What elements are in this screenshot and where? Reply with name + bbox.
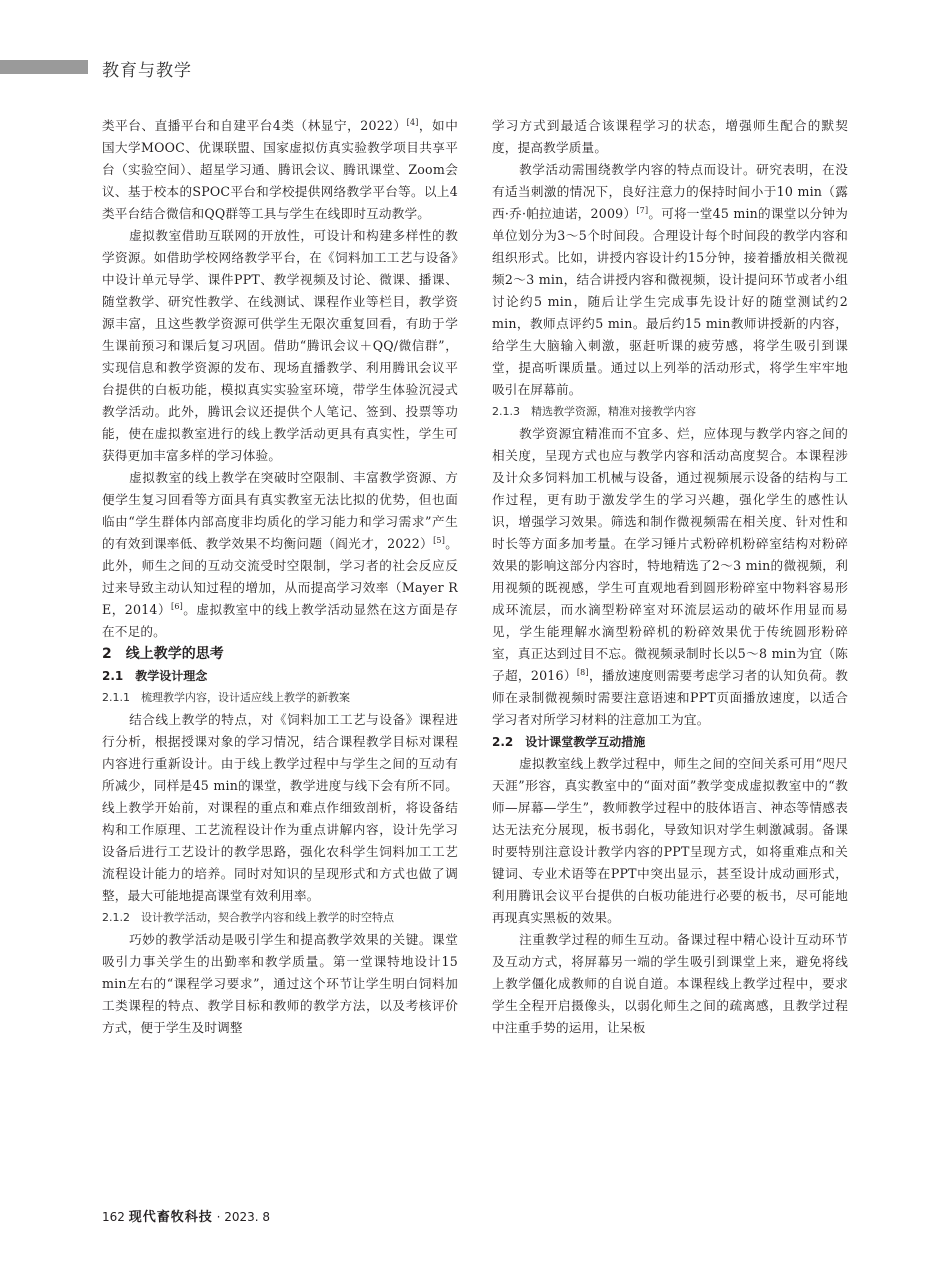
paragraph: 教学活动需围绕教学内容的特点而设计。研究表明，在没有适当刺激的情况下，良好注意力的保持时间小于10 min（露西·乔·帕拉迪诺，2009）[7]。可将一堂45 min的课堂以分钟为单位划分为3～5个时间段。合理设计每个时间段的教学内容和组织形式。比如，讲授内容设计约15分钟，接着播放相关微视频2～3 min，结合讲授内容和微视频，设计提问环节或者小组讨论约5 min，随后让学生完成事先设计好的随堂测试约2 min，教师点评约5 min。最后约15 min教师讲授新的内容，给学生大脑输入刺激，驱赶听课的疲劳感，将学生吸引到课堂，提高听课质量。通过以上列举的活动形式，将学生牢牢地吸引在屏幕前。 <box>492 162 849 397</box>
left-column <box>102 115 458 1039</box>
paragraph: 结合线上教学的特点，对《饲料加工工艺与设备》课程进行分析，根据授课对象的学习情况，结合课程教学目标对课程内容进行重新设计。由于线上教学过程中与学生之间的互动有所减少，同样是45 min的课堂，教学进度与线下会有所不同。线上教学开始前，对课程的重点和难点作细致剖析，将设备结构和工作原理、工艺流程设计作为重点讲解内容，设计先学习设备后进行工艺设计的教学思路，强化农科学生饲料加工工艺流程设计能力的培养。同时对知识的呈现形式和方式也做了调整，最大可能地提高课堂有效利用率。 <box>102 712 458 903</box>
paragraph: 虚拟教室借助互联网的开放性，可设计和构建多样性的教学资源。如借助学校网络教学平台，在《饲料加工工艺与设备》中设计单元导学、课件PPT、教学视频及讨论、微课、播课、随堂教学、研究性教学、在线测试、课程作业等栏目，教学资源丰富，且这些教学资源可供学生无限次重复回看，有助于学生课前预习和课后复习巩固。借助“腾讯会议＋QQ/微信群”，实现信息和教学资源的发布、现场直播教学、利用腾讯会议平台提供的白板功能，模拟真实实验室环境，带学生体验沉浸式教学活动。此外，腾讯会议还提供个人笔记、签到、投票等功能，使在虚拟教室进行的线上教学活动更具有真实性，学生可获得更加丰富多样的学习体验。 <box>102 228 458 463</box>
citation-ref[interactable]: [5] <box>433 535 446 545</box>
subsection-heading: 2.2 设计课堂教学互动措施 <box>492 735 646 749</box>
paragraph: 虚拟教室的线上教学在突破时空限制、丰富教学资源、方便学生复习回看等方面具有真实教室无法比拟的优势，但也面临由“学生群体内部高度非均质化的学习能力和学习需求”产生的有效到课率低、教学效果不均衡问题（阎光才，2022）[5]。此外，师生之间的互动交流受时空限制，学习者的社会反应反过来导致主动认知过程的增加，从而提高学习效率（Mayer R E，2014）[6]。虚拟教室中的线上教学活动显然在这方面是存在不足的。 <box>102 470 459 639</box>
journal-name: 现代畜牧科技 <box>128 1210 213 1225</box>
subsection-heading: 2.1 教学设计理念 <box>102 669 208 683</box>
issue-date: · 2023. 8 <box>216 1210 271 1224</box>
page-footer <box>102 1206 270 1225</box>
paragraph: 巧妙的教学活动是吸引学生和提高教学效果的关键。课堂吸引力事关学生的出勤率和教学质量。第一堂课特地设计15 min左右的“课程学习要求”，通过这个环节让学生明白饲料加工类课程的特点、教学目标和教师的教学方法，以及考核评价方式，便于学生及时调整 <box>102 932 458 1035</box>
section-heading: 2 线上教学的思考 <box>102 646 224 662</box>
paragraph: 类平台、直播平台和自建平台4类（林显宁，2022）[4]，如中国大学MOOC、优课联盟、国家虚拟仿真实验教学项目共享平台（实验空间）、超星学习通、腾讯会议、腾讯课堂、Zoom会议、基于校本的SPOC平台和学校提供网络教学平台等。以上4类平台结合微信和QQ群等工具与学生在线即时互动教学。 <box>102 117 458 221</box>
paragraph: 虚拟教室线上教学过程中，师生之间的空间关系可用“咫尺天涯”形容，真实教室中的“面对面”教学变成虚拟教室中的“教师—屏幕—学生”，教师教学过程中的肢体语言、神态等情感表达无法充分展现，板书弱化，导致知识对学生刺激减弱。备课时要特别注意设计教学内容的PPT呈现方式，如将重难点和关键词、专业术语等在PPT中突出显示，甚至设计成动画形式，利用腾讯会议平台提供的白板功能进行必要的板书，尽可能地再现真实黑板的效果。 <box>492 756 848 925</box>
citation-ref[interactable]: [8] <box>576 667 589 677</box>
section-label: 教育与教学 <box>102 61 192 81</box>
citation-ref[interactable]: [6] <box>171 601 183 611</box>
subsubsection-heading: 2.1.2 设计教学活动，契合教学内容和线上教学的时空特点 <box>102 911 394 924</box>
citation-ref[interactable]: [7] <box>636 205 649 215</box>
citation-ref[interactable]: [4] <box>406 117 419 127</box>
paragraph: 学习方式到最适合该课程学习的状态，增强师生配合的默契度，提高教学质量。 <box>492 118 848 155</box>
paragraph: 教学资源宜精准而不宜多、烂，应体现与教学内容之间的相关度，呈现方式也应与教学内容和活动高度契合。本课程涉及计众多饲料加工机械与设备，通过视频展示设备的结构与工作过程，更有助于激发学生的学习兴趣，强化学生的感性认识，增强学习效果。筛选和制作微视频需在相关度、针对性和时长等方面多加考量。在学习锤片式粉碎机粉碎室结构对粉碎效果的影响这部分内容时，特地精选了2～3 min的微视频，利用视频的既视感，学生可直观地看到圆形粉碎室中物料容易形成环流层，而水滴型粉碎室对环流层运动的破坏作用显而易见，学生能理解水滴型粉碎机的粉碎效果优于传统圆形粉碎室，真正达到过目不忘。微视频录制时长以5～8 min为宜（陈子超，2016）[8]，播放速度则需要考虑学习者的认知负荷。教师在录制微视频时需要注意语速和PPT页面播放速度，以适合学习者对所学习材料的注意加工为宜。 <box>492 426 848 727</box>
subsubsection-heading: 2.1.3 精选教学资源，精准对接教学内容 <box>492 405 696 418</box>
page-number: 162 <box>102 1210 125 1224</box>
paragraph: 注重教学过程的师生互动。备课过程中精心设计互动环节及互动方式，将屏幕另一端的学生吸引到课堂上来，避免将线上教学僵化成教师的自说自道。本课程线上教学过程中，要求学生全程开启摄像头，以弱化师生之间的疏离感，且教学过程中注重手势的运用，让呆板 <box>492 932 848 1035</box>
header-bar <box>0 60 88 74</box>
subsubsection-heading: 2.1.1 梳理教学内容，设计适应线上教学的新教案 <box>102 691 350 704</box>
right-column <box>492 115 848 1039</box>
